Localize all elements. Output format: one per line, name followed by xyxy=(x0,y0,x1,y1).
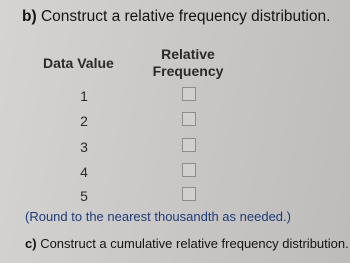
data-value-column-header: Data Value xyxy=(43,55,114,71)
relative-frequency-header-line1: Relative xyxy=(161,46,215,62)
part-c-label: c) xyxy=(25,236,37,251)
part-b-label: b) xyxy=(22,8,37,25)
data-value-5: 5 xyxy=(80,188,88,204)
relative-frequency-input-1[interactable] xyxy=(182,87,196,101)
part-b-instruction: Construct a relative frequency distribution. xyxy=(40,8,331,25)
data-value-3: 3 xyxy=(80,139,88,155)
part-c-heading xyxy=(25,236,349,251)
data-value-1: 1 xyxy=(80,88,88,104)
relative-frequency-input-5[interactable] xyxy=(182,187,196,201)
relative-frequency-header-line2: Frequency xyxy=(152,63,224,79)
part-b-heading xyxy=(22,8,330,26)
data-value-2: 2 xyxy=(80,113,88,129)
part-c-instruction: Construct a cumulative relative frequency distribution. xyxy=(40,236,349,251)
relative-frequency-input-3[interactable] xyxy=(182,138,196,152)
rounding-note: (Round to the nearest thousandth as needed.) xyxy=(25,209,291,224)
data-value-4: 4 xyxy=(80,164,88,180)
relative-frequency-input-2[interactable] xyxy=(182,112,196,126)
relative-frequency-column-header xyxy=(150,46,226,80)
relative-frequency-input-4[interactable] xyxy=(182,163,196,177)
